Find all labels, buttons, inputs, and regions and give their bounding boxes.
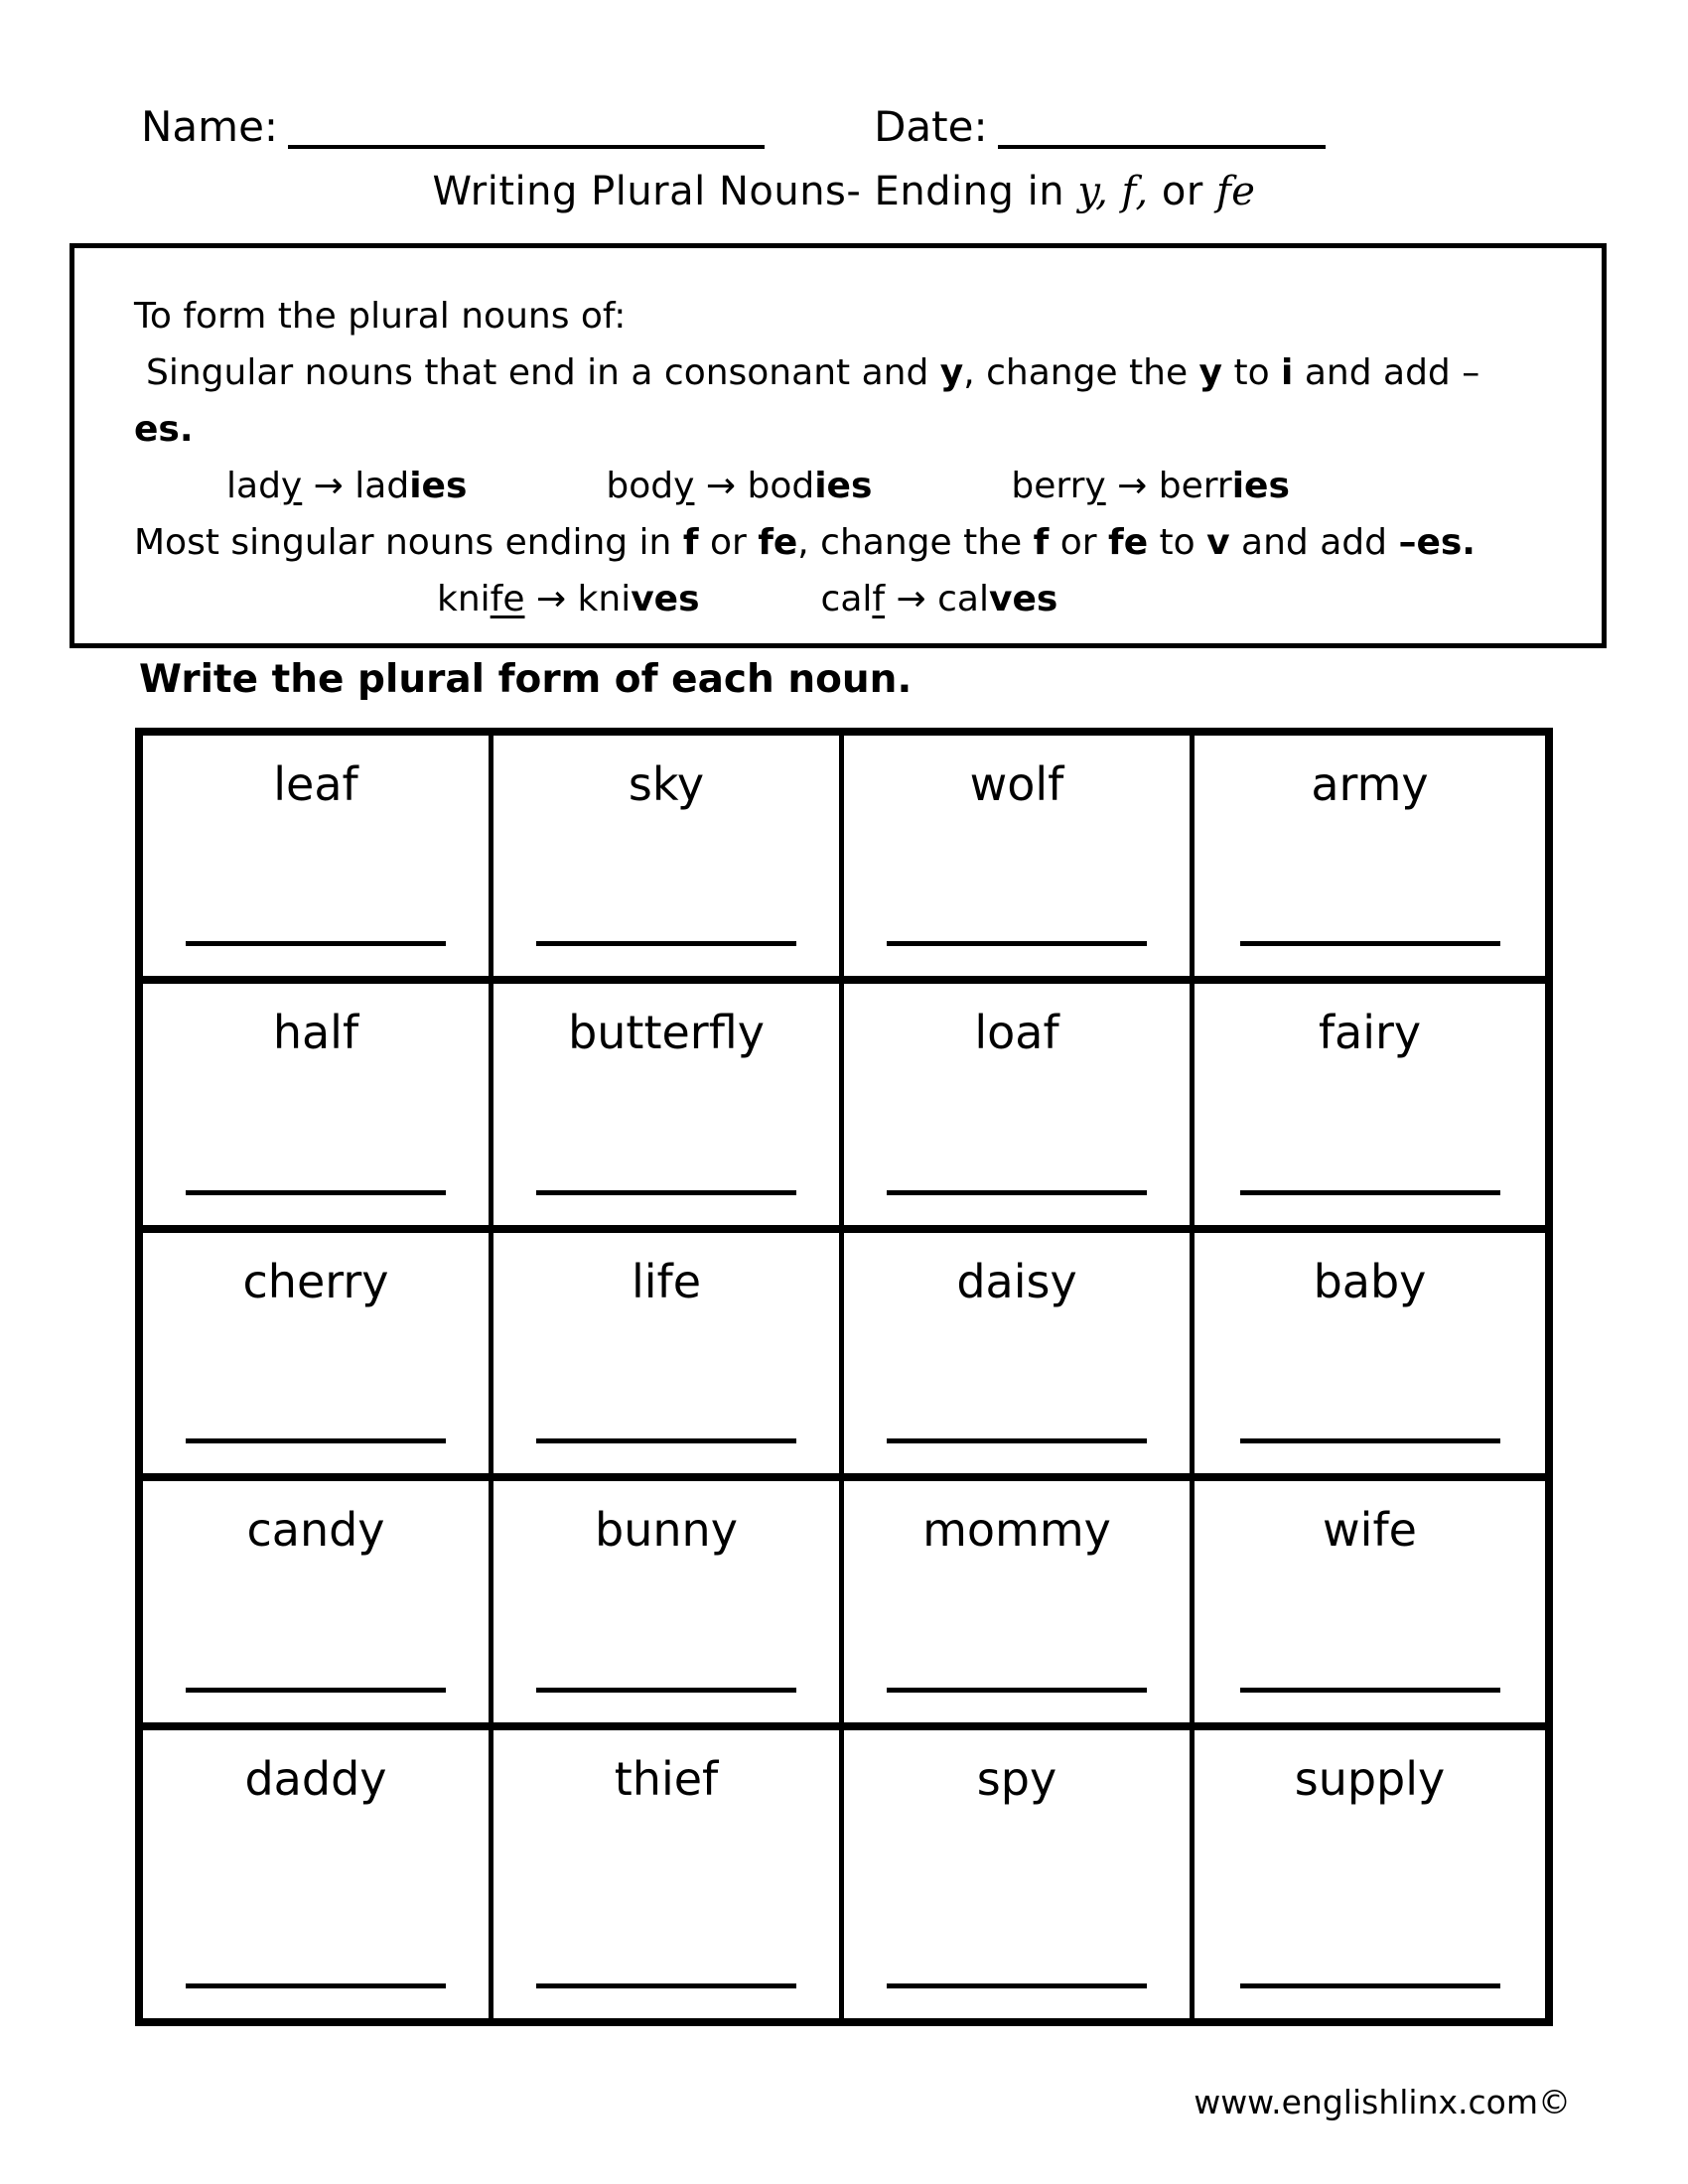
table-cell (493, 1730, 844, 2018)
noun-word: baby (1313, 1254, 1427, 1308)
answer-blank[interactable] (1240, 941, 1500, 946)
name-input-line[interactable] (288, 145, 765, 149)
noun-word: spy (976, 1751, 1057, 1806)
answer-blank[interactable] (536, 1438, 796, 1443)
answer-blank[interactable] (536, 1190, 796, 1195)
table-cell (844, 984, 1195, 1232)
noun-word: supply (1294, 1751, 1446, 1806)
noun-word: butterfly (568, 1006, 765, 1060)
example-berry-berries: berry → berries (1011, 466, 1290, 506)
rule-f-fe: Most singular nouns ending in f or fe, change the f or fe to v and add –es. (134, 522, 1476, 563)
table-cell (1195, 1233, 1545, 1481)
answer-blank[interactable] (887, 1438, 1147, 1443)
table-cell (143, 984, 493, 1232)
noun-word: thief (614, 1751, 719, 1806)
table-cell (143, 1730, 493, 2018)
answer-blank[interactable] (1240, 1983, 1500, 1988)
examples-y (134, 458, 1574, 514)
table-cell (143, 1481, 493, 1729)
answer-blank[interactable] (186, 1688, 446, 1693)
table-cell (493, 736, 844, 984)
answer-blank[interactable] (186, 1983, 446, 1988)
table-cell (844, 1730, 1195, 2018)
noun-word: wife (1323, 1503, 1417, 1558)
table-cell (844, 1481, 1195, 1729)
examples-f-fe (134, 571, 1574, 627)
example-lady-ladies: lady → ladies (226, 466, 468, 506)
noun-word: army (1311, 757, 1429, 811)
table-cell (493, 1233, 844, 1481)
noun-word: life (631, 1254, 702, 1308)
noun-word: loaf (974, 1006, 1059, 1060)
header-row (141, 99, 1569, 151)
task-instruction: Write the plural form of each noun. (139, 657, 913, 702)
noun-word: mommy (922, 1503, 1111, 1558)
example-calf-calves: calf → calves (820, 579, 1058, 619)
example-knife-knives: knife → knives (437, 579, 700, 619)
date-label: Date: (874, 102, 988, 151)
noun-word: daddy (244, 1751, 387, 1806)
example-body-bodies: body → bodies (606, 466, 873, 506)
answer-blank[interactable] (887, 1983, 1147, 1988)
answer-blank[interactable] (186, 1438, 446, 1443)
table-cell (1195, 1730, 1545, 2018)
rules-box (70, 243, 1607, 648)
table-cell (493, 1481, 844, 1729)
noun-word: bunny (595, 1503, 738, 1558)
noun-word: daisy (956, 1254, 1077, 1308)
answer-blank[interactable] (887, 1190, 1147, 1195)
noun-word: cherry (242, 1254, 389, 1308)
noun-table (135, 728, 1553, 2026)
site-credit: www.englishlinx.com© (1194, 2083, 1571, 2121)
table-cell (1195, 984, 1545, 1232)
noun-word: sky (628, 757, 705, 811)
name-label: Name: (141, 102, 279, 151)
table-cell (143, 736, 493, 984)
rule-y-part1: Singular nouns that end in a consonant and y, change the y to i and add – (146, 352, 1480, 393)
table-cell (844, 736, 1195, 984)
rule-y-part2: es. (134, 409, 194, 450)
table-cell (1195, 1481, 1545, 1729)
table-cell (493, 984, 844, 1232)
table-cell (143, 1233, 493, 1481)
page-title: Writing Plural Nouns- Ending in y, f, or fe (432, 169, 1256, 214)
answer-blank[interactable] (536, 1688, 796, 1693)
answer-blank[interactable] (536, 1983, 796, 1988)
noun-word: leaf (273, 757, 358, 811)
table-cell (844, 1233, 1195, 1481)
answer-blank[interactable] (887, 941, 1147, 946)
date-input-line[interactable] (998, 145, 1326, 149)
noun-word: fairy (1318, 1006, 1422, 1060)
noun-word: half (272, 1006, 359, 1060)
answer-blank[interactable] (1240, 1438, 1500, 1443)
answer-blank[interactable] (1240, 1190, 1500, 1195)
rule-intro: To form the plural nouns of: (134, 296, 627, 337)
answer-blank[interactable] (186, 941, 446, 946)
noun-word: candy (246, 1503, 385, 1558)
noun-word: wolf (969, 757, 1064, 811)
answer-blank[interactable] (887, 1688, 1147, 1693)
answer-blank[interactable] (186, 1190, 446, 1195)
table-cell (1195, 736, 1545, 984)
answer-blank[interactable] (1240, 1688, 1500, 1693)
answer-blank[interactable] (536, 941, 796, 946)
